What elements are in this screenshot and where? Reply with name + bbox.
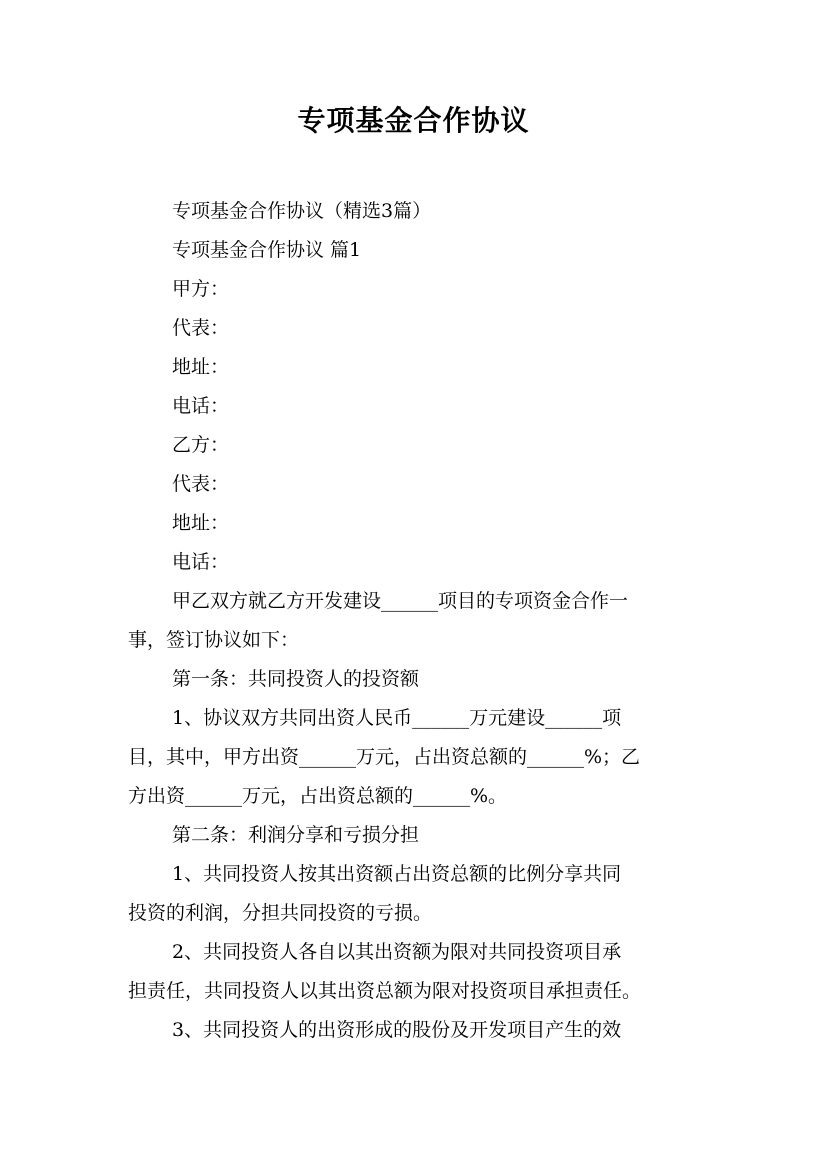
article-2-clause-2-line-2: 担责任，共同投资人以其出资总额为限对投资项目承担责任。 bbox=[128, 980, 642, 1002]
article-1-clause-1-line-1: 1、协议双方共同出资人民币______万元建设______项 bbox=[172, 707, 622, 729]
section-heading: 专项基金合作协议 篇1 bbox=[172, 239, 362, 261]
document-title: 专项基金合作协议 bbox=[297, 104, 530, 137]
party-a-phone-label: 电话： bbox=[172, 395, 230, 417]
article-2-clause-1-line-2: 投资的利润，分担共同投资的亏损。 bbox=[128, 902, 433, 924]
party-b-representative-label: 代表： bbox=[172, 473, 230, 495]
party-a-label: 甲方： bbox=[172, 278, 230, 300]
document-body bbox=[128, 192, 704, 1050]
agreement-intro-line-1: 甲乙双方就乙方开发建设______项目的专项资金合作一 bbox=[172, 590, 629, 612]
party-b-label: 乙方： bbox=[172, 434, 230, 456]
party-b-address-label: 地址： bbox=[172, 512, 230, 534]
article-2-clause-2-line-1: 2、共同投资人各自以其出资额为限对共同投资项目承 bbox=[172, 941, 622, 963]
party-a-representative-label: 代表： bbox=[172, 317, 230, 339]
article-1-heading: 第一条：共同投资人的投资额 bbox=[172, 668, 420, 690]
article-1-clause-1-line-2: 目，其中，甲方出资______万元，占出资总额的______%；乙 bbox=[128, 746, 641, 768]
article-1-clause-1-line-3: 方出资______万元，占出资总额的______%。 bbox=[128, 785, 508, 807]
party-a-address-label: 地址： bbox=[172, 356, 230, 378]
article-2-heading: 第二条：利润分享和亏损分担 bbox=[172, 824, 420, 846]
party-b-phone-label: 电话： bbox=[172, 551, 230, 573]
agreement-intro-line-2: 事，签订协议如下： bbox=[128, 629, 300, 651]
article-2-clause-3-line-1: 3、共同投资人的出资形成的股份及开发项目产生的效 bbox=[172, 1019, 622, 1041]
subtitle-line: 专项基金合作协议（精选3篇） bbox=[172, 200, 432, 222]
article-2-clause-1-line-1: 1、共同投资人按其出资额占出资总额的比例分享共同 bbox=[172, 863, 622, 885]
